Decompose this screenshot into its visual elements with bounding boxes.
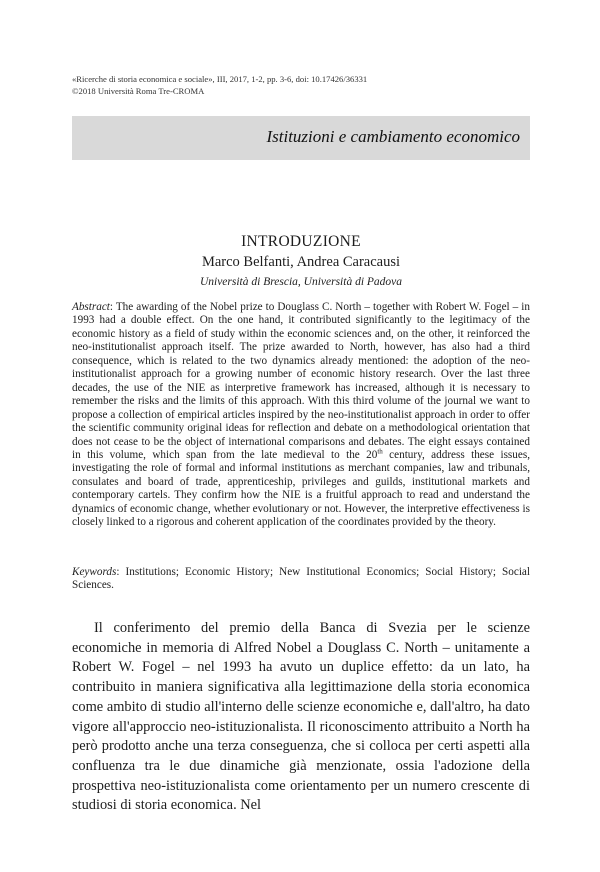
keywords-paragraph [72, 566, 530, 593]
article-title: INTRODUZIONE [241, 233, 361, 250]
body-paragraph: Il conferimento del premio della Banca di Svezia per le scienze economiche in memoria di Alfred Nobel a Douglass C. North – unitamente a Robert W. Fogel – nel 1993 ha avuto un duplice effetto: da un lato, ha contribuito in maniera significativa alla legittimazione della storia economica come ambito di studio all'interno delle scienze economiche e, dall'altro, ha dato vigore all'approccio neo-istituzionalista. Il riconoscimento attribuito a North ha però prodotto anche una terza conseguenza, che si colloca per certi aspetti alla confluenza tra le due dinamiche già menzionate, ossia l'adozione della prospettiva neo-istituzionalista come orientamento per un numero crescente di studiosi di storia economica. Nel [72, 620, 530, 814]
copyright-line: ©2018 Università Roma Tre-CROMA [72, 86, 205, 96]
keywords-text: : Institutions; Economic History; New Institutional Economics; Social History; Social Sciences. [72, 566, 530, 592]
article-authors: Marco Belfanti, Andrea Caracausi [201, 254, 401, 270]
keywords-label: Keywords [72, 566, 117, 578]
journal-header [72, 73, 542, 97]
abstract-text-part2: century, address these issues, investigating the role of formal and informal institutions as merchant companies, law and tribunals, consulates and board of trade, apprenticeship, privileges and guilds, institutional markets and contemporary cartels. They confirm how the NIE is a fruitful approach to read and understand the dynamics of economic change, whether evolutionary or not. However, the interpretive effectiveness is closely linked to a rigorous and coherent application of the coordinates provided by the theory. [72, 448, 530, 529]
section-banner [72, 116, 530, 160]
abstract-label: Abstract [72, 301, 110, 313]
article-heading [72, 232, 530, 290]
article-affiliation: Università di Brescia, Università di Padova [199, 276, 403, 288]
citation-line: «Ricerche di storia economica e sociale», III, 2017, 1-2, pp. 3-6, doi: 10.17426/36331 [72, 74, 368, 84]
section-title: Istituzioni e cambiamento economico [266, 127, 520, 146]
abstract-superscript: th [377, 447, 383, 456]
abstract-paragraph [72, 301, 530, 530]
abstract-text-part1: : The awarding of the Nobel prize to Douglass C. North – together with Robert W. Fogel – in 1993 had a double effect. On the one hand, it contributed significantly to the legitimacy of the economic history as a field of study within the economic sciences and, on the other, it reinforced the neo-institutionalist approach itself. The prize awarded to North, however, has also had a third consequence, which is related to the two dynamics already mentioned: the adoption of the neo-institutionalist approach for a growing number of economic history research. Over the last three decades, the use of the NIE as interpretive framework has increased, although it is necessary to remember the risks and the limits of this approach. With this third volume of the journal we want to propose a collection of empirical articles inspired by the neo-institutionalist approach in order to offer the scientific community original ideas for reflection and debate on a methodological orientation that does not cease to be the object of international comparisons and debates. The eight essays contained in this volume, which span from the late medieval to the 20 [72, 301, 530, 461]
